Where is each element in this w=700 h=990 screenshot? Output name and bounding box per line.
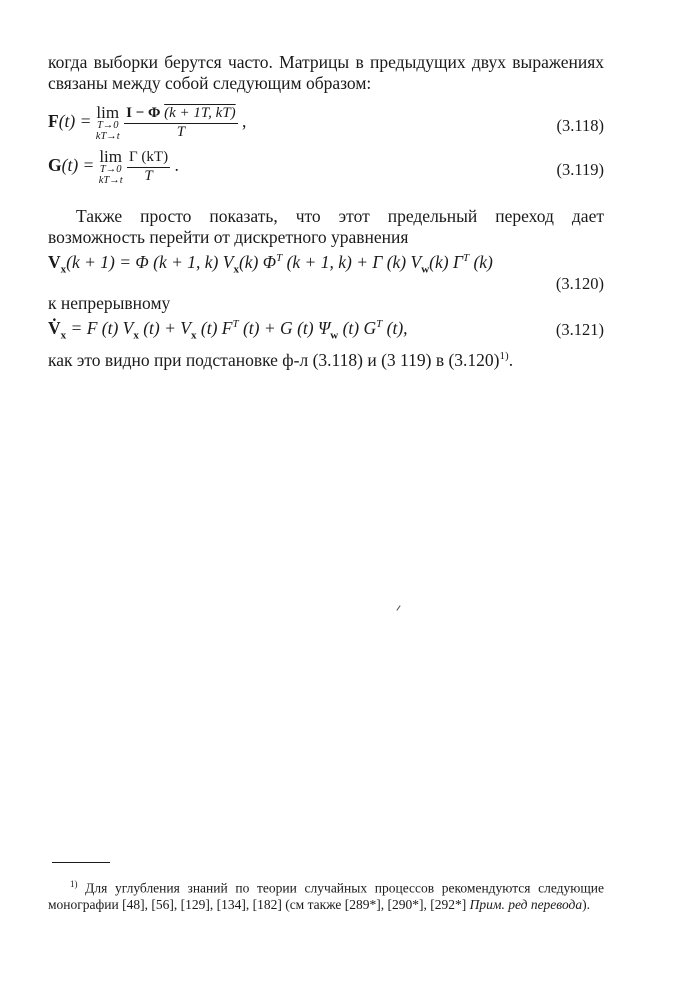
equation-3-118: [48, 104, 604, 144]
equation-3-121-body: [48, 318, 408, 342]
sub-w: w: [330, 329, 339, 342]
footnote-marker: 1): [70, 879, 78, 889]
equation-3-119-body: [48, 148, 179, 186]
footnote-end: ).: [582, 896, 591, 912]
eq-part-e: (t) + G (t) Ψ: [238, 318, 331, 338]
sup-T-2: T: [376, 318, 383, 331]
eq-part-f: (t) G: [338, 318, 377, 338]
eq-part-g: (t),: [382, 318, 408, 338]
equation-number: (3.118): [556, 116, 604, 135]
footnote-rule: [52, 862, 110, 863]
sub-x-3: x: [191, 329, 197, 342]
eq-part-c: (t) + V: [138, 318, 192, 338]
paragraph-transition: Также просто показать, что этот предельный переход дает возможность перейти от дискретного уравнения: [48, 206, 604, 247]
footnote-ref: 1): [499, 350, 509, 362]
denominator: T: [176, 124, 186, 140]
symbol-F: F: [48, 111, 59, 132]
arg-t: (t) =: [61, 155, 99, 176]
sup-T-2: T: [462, 252, 470, 265]
symbol-V-dot: V̇: [48, 318, 61, 338]
substitution-sentence: как это видно при подстановке ф-л (3.118) и (3 119) в (3.120): [48, 349, 500, 370]
lim-word: lim: [96, 103, 120, 122]
text-substitution: [48, 346, 513, 371]
equation-tail: ,: [237, 111, 247, 132]
denominator: T: [144, 168, 153, 184]
sub-x-2: x: [233, 263, 239, 276]
eq-part-c: (k) Φ: [238, 252, 277, 272]
eq-part-d: (k + 1, k) + Γ (k) V: [282, 252, 422, 272]
sub-x: x: [60, 329, 67, 342]
numerator: [124, 105, 238, 124]
eq-part-f: (k): [469, 252, 493, 272]
sub-x: x: [60, 263, 67, 276]
sup-T: T: [232, 318, 239, 331]
lim-sub-2: kT→t: [95, 130, 120, 142]
lim-sub-2: kT→t: [98, 174, 123, 186]
equation-3-118-body: [48, 104, 246, 142]
equation-number: (3.119): [556, 160, 604, 179]
sentence-period: .: [508, 349, 514, 370]
symbol-G: G: [48, 155, 62, 176]
paragraph-intro: когда выборки берутся часто. Матрицы в предыдущих двух выражениях связаны между собой следующим образом:: [48, 52, 604, 93]
lim-sub-1: T→0: [96, 120, 119, 131]
equation-tail: .: [170, 155, 179, 176]
numerator: Γ (kT): [127, 149, 170, 168]
numerator-overlined: (k + 1T, kT): [164, 105, 236, 121]
lim-sub-1: T→0: [99, 164, 122, 175]
limit-operator: [99, 148, 123, 186]
stray-mark: [396, 605, 400, 610]
fraction: [124, 105, 238, 141]
equation-3-120: [48, 252, 604, 296]
eq-part-d: (t) F: [196, 318, 233, 338]
numerator-start: I − Φ: [126, 105, 165, 121]
sup-T: T: [276, 252, 283, 265]
symbol-V: V: [48, 252, 61, 272]
equation-number: (3.120): [555, 274, 604, 293]
eq-part-e: (k) Γ: [429, 252, 463, 272]
arg-t: (t) =: [58, 111, 96, 132]
sub-w: w: [421, 263, 430, 276]
fraction: [127, 149, 170, 185]
equation-3-120-body: [48, 252, 493, 276]
equation-number: (3.121): [555, 320, 604, 339]
text-continuous: к непрерывному: [48, 293, 171, 313]
eq-part-b: = F (t) V: [66, 318, 134, 338]
limit-operator: [96, 104, 120, 142]
eq-part-b: (k + 1) = Φ (k + 1, k) V: [66, 252, 234, 272]
lim-word: lim: [99, 147, 122, 166]
footnote-text: Для углубления знаний по теории случайных процессов рекомендуются следующие монографии [48], [56], [129], [134], [182] (см также [289*], [290*], [292*]: [48, 880, 604, 912]
equation-3-119: [48, 148, 604, 188]
footnote: [48, 876, 604, 913]
sub-x-2: x: [133, 329, 139, 342]
footnote-editor-note: Прим. ред перевода: [469, 896, 583, 912]
